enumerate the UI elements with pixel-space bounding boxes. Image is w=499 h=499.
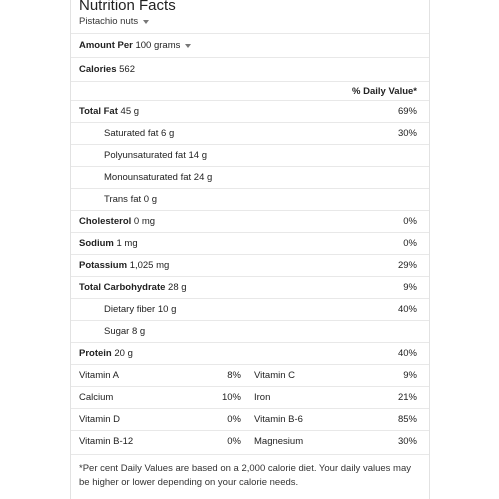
nutrient-amount: 0 mg — [133, 216, 156, 227]
nutrient-amount: 14 g — [188, 150, 207, 161]
nutrient-row — [71, 298, 429, 320]
nutrient-amount: 0 g — [143, 194, 157, 205]
nutrition-facts-card — [70, 0, 430, 499]
header — [71, 0, 429, 33]
nutrient-row — [71, 144, 429, 166]
vitamin-daily-value: 30% — [397, 436, 417, 447]
food-select[interactable] — [79, 16, 149, 27]
nutrient-daily-value: 0% — [403, 238, 417, 249]
nutrient-amount: 10 g — [157, 304, 177, 315]
nutrient-name: Polyunsaturated fat — [104, 150, 186, 161]
vitamin-daily-value: 0% — [227, 436, 241, 447]
amount-label: Amount Per — [79, 40, 133, 51]
nutrient-row — [71, 320, 429, 342]
nutrient-name: Trans fat — [104, 194, 142, 205]
nutrient-label — [104, 194, 157, 205]
calories-row — [71, 57, 429, 81]
nutrient-row — [71, 254, 429, 276]
nutrient-name: Cholesterol — [79, 216, 132, 227]
vitamin-daily-value: 0% — [227, 414, 241, 425]
nutrient-label — [79, 216, 155, 227]
vitamin-row — [71, 386, 429, 408]
nutrient-daily-value: 40% — [397, 348, 417, 359]
nutrient-row — [71, 342, 429, 364]
nutrient-row — [71, 122, 429, 144]
nutrient-name: Sodium — [79, 238, 114, 249]
vitamin-row — [71, 430, 429, 452]
daily-value-header-row — [71, 81, 429, 100]
nutrient-row — [71, 166, 429, 188]
vitamin-name: Vitamin C — [254, 370, 296, 381]
nutrient-row — [71, 188, 429, 210]
vitamin-daily-value: 8% — [227, 370, 241, 381]
vitamin-daily-value: 9% — [403, 370, 417, 381]
nutrient-daily-value: 9% — [403, 282, 417, 293]
amount-value: 100 grams — [135, 40, 181, 51]
nutrient-amount: 24 g — [193, 172, 213, 183]
vitamin-row — [71, 364, 429, 386]
nutrient-daily-value: 40% — [397, 304, 417, 315]
nutrient-row — [71, 100, 429, 122]
nutrient-daily-value: 30% — [397, 128, 417, 139]
nutrient-label — [79, 282, 187, 293]
nutrient-label — [104, 172, 212, 183]
chevron-down-icon — [143, 20, 149, 24]
vitamin-daily-value: 85% — [397, 414, 417, 425]
nutrient-label — [104, 150, 207, 161]
vitamin-name: Magnesium — [254, 436, 304, 447]
nutrient-amount: 1 mg — [116, 238, 138, 249]
vitamin-name: Iron — [254, 392, 271, 403]
nutrient-label — [104, 128, 174, 139]
vitamin-name: Vitamin D — [79, 414, 121, 425]
nutrient-name: Protein — [79, 348, 112, 359]
nutrient-label — [104, 304, 176, 315]
nutrient-label — [79, 238, 138, 249]
daily-value-header: % Daily Value* — [352, 85, 417, 97]
nutrient-amount: 28 g — [168, 282, 187, 293]
nutrient-row — [71, 276, 429, 298]
nutrient-name: Monounsaturated fat — [104, 172, 192, 183]
calories-label: Calories — [79, 64, 117, 75]
chevron-down-icon — [185, 44, 191, 48]
nutrient-daily-value: 0% — [403, 216, 417, 227]
vitamin-row — [71, 408, 429, 430]
nutrient-label — [79, 348, 133, 359]
nutrient-name: Total Carbohydrate — [79, 282, 166, 293]
footnote: *Per cent Daily Values are based on a 2,000 calorie diet. Your daily values may be higher or lower depending on your calorie needs. — [79, 463, 411, 488]
nutrient-daily-value: 69% — [397, 106, 417, 117]
vitamin-name: Calcium — [79, 392, 114, 403]
page-title: Nutrition Facts — [79, 0, 176, 14]
nutrient-row — [71, 210, 429, 232]
nutrient-amount: 1,025 mg — [129, 260, 170, 271]
nutrient-daily-value: 29% — [397, 260, 417, 271]
food-select-label: Pistachio nuts — [79, 16, 139, 27]
nutrient-label — [104, 326, 145, 337]
amount-row — [71, 33, 429, 57]
amount-select[interactable] — [79, 40, 191, 51]
nutrient-name: Dietary fiber — [104, 304, 156, 315]
nutrient-amount: 8 g — [132, 326, 146, 337]
nutrient-label — [79, 106, 139, 117]
nutrient-name: Potassium — [79, 260, 128, 271]
nutrient-amount: 45 g — [120, 106, 140, 117]
vitamin-daily-value: 21% — [397, 392, 417, 403]
vitamin-name: Vitamin B-12 — [79, 436, 134, 447]
calories-value: 562 — [119, 64, 135, 75]
vitamin-name: Vitamin A — [79, 370, 119, 381]
nutrient-name: Saturated fat — [104, 128, 159, 139]
nutrient-amount: 6 g — [161, 128, 175, 139]
divider — [71, 454, 429, 455]
vitamin-name: Vitamin B-6 — [254, 414, 303, 425]
nutrient-name: Total Fat — [79, 106, 118, 117]
nutrient-name: Sugar — [104, 326, 130, 337]
nutrient-row — [71, 232, 429, 254]
nutrient-amount: 20 g — [114, 348, 133, 359]
vitamin-daily-value: 10% — [221, 392, 241, 403]
nutrient-label — [79, 260, 169, 271]
